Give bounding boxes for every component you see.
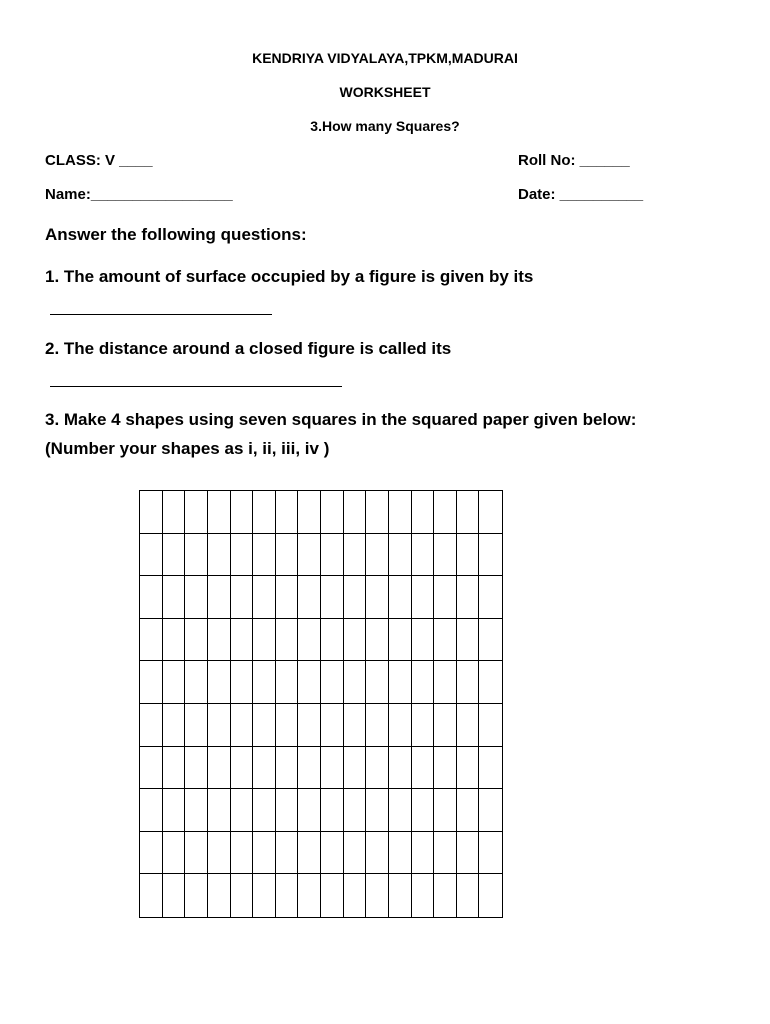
grid-square [389, 747, 412, 790]
grid-square [321, 619, 344, 662]
squared-paper-grid [139, 490, 503, 918]
grid-square [208, 619, 231, 662]
grid-square [185, 534, 208, 577]
grid-square [344, 874, 367, 917]
grid-square [389, 576, 412, 619]
grid-square [412, 619, 435, 662]
grid-square [276, 789, 299, 832]
grid-square [389, 534, 412, 577]
grid-square [231, 874, 254, 917]
grid-square [276, 576, 299, 619]
grid-square [366, 619, 389, 662]
grid-square [434, 789, 457, 832]
grid-square [140, 874, 163, 917]
grid-square [208, 576, 231, 619]
grid-square [412, 704, 435, 747]
grid-square [208, 534, 231, 577]
grid-square [231, 534, 254, 577]
grid-square [479, 576, 502, 619]
grid-square [344, 576, 367, 619]
grid-square [321, 789, 344, 832]
grid-square [253, 704, 276, 747]
grid-square [457, 747, 480, 790]
grid-square [298, 534, 321, 577]
answer-line-2 [50, 386, 342, 387]
grid-square [163, 534, 186, 577]
grid-square [298, 576, 321, 619]
grid-square [185, 704, 208, 747]
question-1: 1. The amount of surface occupied by a figure is given by its [45, 267, 534, 286]
grid-square [434, 874, 457, 917]
worksheet-topic: 3.How many Squares? [310, 118, 460, 134]
question-2: 2. The distance around a closed figure is called its [45, 339, 452, 358]
grid-square [208, 747, 231, 790]
grid-square [208, 789, 231, 832]
grid-square [479, 534, 502, 577]
grid-square [344, 747, 367, 790]
grid-square [298, 832, 321, 875]
grid-square [344, 619, 367, 662]
grid-square [185, 491, 208, 534]
grid-square [163, 704, 186, 747]
grid-square [298, 747, 321, 790]
grid-square [208, 661, 231, 704]
grid-square [457, 832, 480, 875]
grid-square [253, 619, 276, 662]
grid-square [208, 874, 231, 917]
grid-square [457, 661, 480, 704]
date-field: Date: __________ [518, 186, 644, 203]
grid-square [412, 789, 435, 832]
answer-line-1 [50, 314, 272, 315]
grid-square [366, 491, 389, 534]
grid-square [140, 789, 163, 832]
grid-square [434, 619, 457, 662]
grid-square [163, 576, 186, 619]
grid-square [389, 832, 412, 875]
grid-square [231, 704, 254, 747]
grid-square [321, 576, 344, 619]
grid-square [321, 874, 344, 917]
grid-square [253, 874, 276, 917]
grid-square [163, 789, 186, 832]
grid-square [412, 747, 435, 790]
grid-square [457, 874, 480, 917]
grid-square [344, 789, 367, 832]
grid-square [479, 832, 502, 875]
grid-square [253, 789, 276, 832]
grid-square [185, 832, 208, 875]
grid-square [457, 704, 480, 747]
grid-square [185, 619, 208, 662]
grid-square [366, 576, 389, 619]
grid-square [366, 661, 389, 704]
grid-square [344, 832, 367, 875]
grid-square [366, 534, 389, 577]
grid-square [253, 661, 276, 704]
grid-square [298, 619, 321, 662]
grid-square [140, 534, 163, 577]
grid-square [140, 661, 163, 704]
grid-square [231, 619, 254, 662]
grid-square [434, 832, 457, 875]
grid-square [344, 704, 367, 747]
grid-square [389, 491, 412, 534]
grid-square [321, 491, 344, 534]
grid-square [298, 874, 321, 917]
grid-square [321, 832, 344, 875]
grid-square [457, 789, 480, 832]
roll-number-field: Roll No: ______ [518, 152, 630, 169]
grid-square [366, 704, 389, 747]
name-field: Name:_________________ [45, 186, 233, 203]
grid-square [457, 534, 480, 577]
school-title: KENDRIYA VIDYALAYA,TPKM,MADURAI [252, 50, 518, 66]
grid-square [298, 491, 321, 534]
grid-square [479, 661, 502, 704]
grid-square [344, 491, 367, 534]
grid-square [185, 747, 208, 790]
grid-square [140, 704, 163, 747]
grid-square [253, 832, 276, 875]
grid-square [140, 619, 163, 662]
grid-square [389, 789, 412, 832]
grid-square [344, 534, 367, 577]
grid-square [140, 747, 163, 790]
grid-square [163, 491, 186, 534]
grid-square [163, 874, 186, 917]
grid-square [276, 619, 299, 662]
grid-square [321, 704, 344, 747]
grid-square [163, 832, 186, 875]
grid-square [253, 491, 276, 534]
grid-square [276, 832, 299, 875]
grid-square [276, 534, 299, 577]
grid-square [140, 832, 163, 875]
grid-square [231, 832, 254, 875]
grid-square [253, 576, 276, 619]
grid-square [457, 491, 480, 534]
grid-square [321, 534, 344, 577]
grid-square [412, 491, 435, 534]
grid-square [434, 576, 457, 619]
grid-square [389, 619, 412, 662]
question-3-note: (Number your shapes as i, ii, iii, iv ) [45, 439, 330, 458]
grid-square [412, 576, 435, 619]
grid-square [479, 704, 502, 747]
grid-square [253, 747, 276, 790]
grid-square [163, 619, 186, 662]
grid-square [479, 874, 502, 917]
grid-square [321, 747, 344, 790]
grid-square [434, 704, 457, 747]
grid-square [185, 789, 208, 832]
grid-square [479, 789, 502, 832]
grid-square [140, 576, 163, 619]
class-field: CLASS: V ____ [45, 152, 153, 169]
grid-square [457, 576, 480, 619]
grid-square [231, 747, 254, 790]
grid-square [479, 491, 502, 534]
grid-square [140, 491, 163, 534]
grid-square [389, 661, 412, 704]
grid-square [412, 874, 435, 917]
grid-square [321, 661, 344, 704]
grid-square [276, 491, 299, 534]
grid-square [389, 874, 412, 917]
grid-square [344, 661, 367, 704]
grid-square [434, 491, 457, 534]
grid-square [253, 534, 276, 577]
grid-square [366, 789, 389, 832]
question-3: 3. Make 4 shapes using seven squares in the squared paper given below: [45, 410, 637, 429]
grid-square [366, 747, 389, 790]
grid-square [298, 789, 321, 832]
grid-square [457, 619, 480, 662]
grid-square [412, 534, 435, 577]
grid-square [479, 619, 502, 662]
grid-square [434, 534, 457, 577]
grid-square [208, 491, 231, 534]
grid-square [276, 704, 299, 747]
grid-square [412, 832, 435, 875]
grid-square [298, 661, 321, 704]
grid-square [389, 704, 412, 747]
grid-square [163, 747, 186, 790]
grid-square [208, 704, 231, 747]
grid-square [231, 576, 254, 619]
grid-square [479, 747, 502, 790]
grid-square [434, 661, 457, 704]
grid-square [185, 874, 208, 917]
grid-square [163, 661, 186, 704]
grid-square [366, 874, 389, 917]
grid-square [231, 661, 254, 704]
grid-square [276, 661, 299, 704]
instructions-heading: Answer the following questions: [45, 225, 307, 244]
grid-square [231, 491, 254, 534]
grid-square [185, 576, 208, 619]
grid-square [298, 704, 321, 747]
grid-square [208, 832, 231, 875]
grid-square [231, 789, 254, 832]
grid-square [412, 661, 435, 704]
worksheet-heading: WORKSHEET [339, 84, 431, 100]
grid-square [276, 874, 299, 917]
grid-square [185, 661, 208, 704]
grid-square [366, 832, 389, 875]
grid-square [434, 747, 457, 790]
grid-square [276, 747, 299, 790]
